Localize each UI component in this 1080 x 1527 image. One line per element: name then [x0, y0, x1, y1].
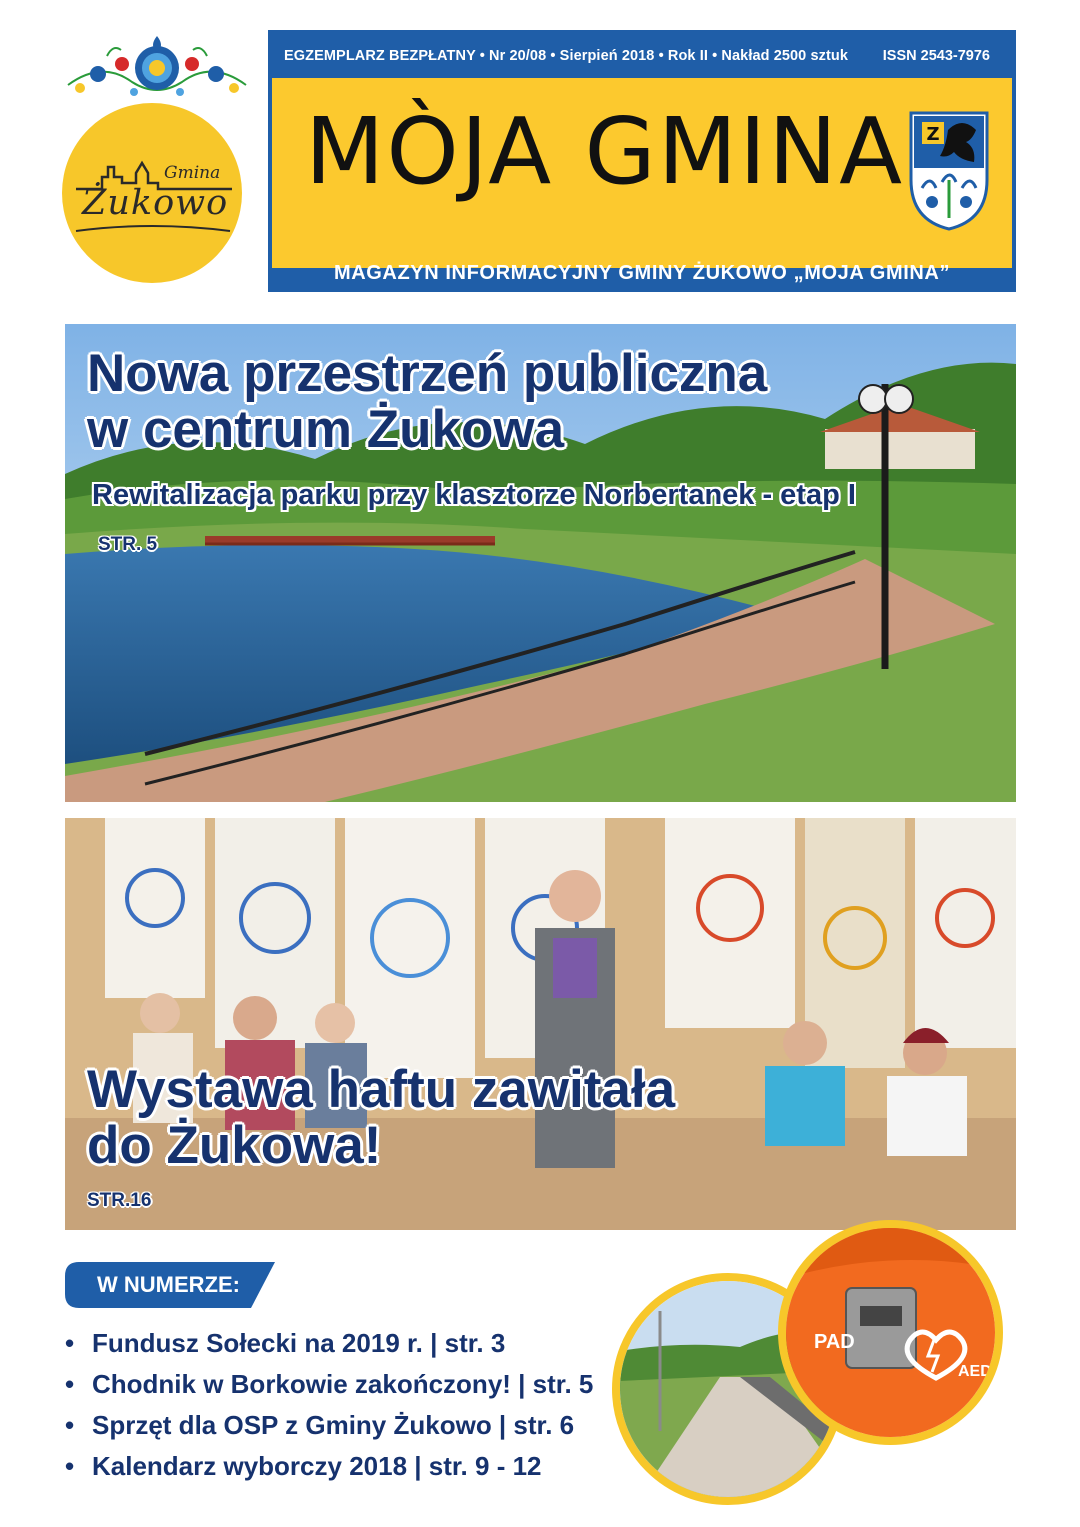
aed-photo: [778, 1220, 1003, 1445]
list-item-label: Kalendarz wyborczy 2018 | str. 9 - 12: [92, 1451, 542, 1481]
park-subhead: Rewitalizacja parku przy klasztorze Norbertanek - etap I: [92, 479, 856, 511]
park-headline: [87, 346, 847, 458]
exhibition-headline: [87, 1062, 787, 1174]
park-headline-line2: w centrum Żukowa: [87, 400, 565, 460]
aed-label: AED: [958, 1363, 992, 1380]
list-item-label: Fundusz Sołecki na 2019 r. | str. 3: [92, 1328, 506, 1358]
exhibition-headline-line1: Wystawa haftu zawitała: [87, 1060, 676, 1119]
park-photo: [65, 324, 1016, 802]
issn-number: ISSN 2543-7976: [882, 48, 990, 64]
in-this-issue-label: W NUMERZE:: [97, 1272, 240, 1297]
list-item[interactable]: • Chodnik w Borkowie zakończony! | str. 5: [65, 1369, 594, 1399]
issue-info-line: EGZEMPLARZ BEZPŁATNY • Nr 20/08 • Sierpień 2018 • Rok II • Nakład 2500 sztuk: [284, 48, 849, 64]
coat-of-arms-icon: [908, 110, 990, 232]
issue-contents-list: [65, 1323, 593, 1487]
list-item[interactable]: • Kalendarz wyborczy 2018 | str. 9 - 12: [65, 1451, 542, 1481]
magazine-title: MÒJA GMINA: [305, 98, 905, 205]
exhibition-page-ref[interactable]: STR.16: [87, 1190, 152, 1211]
aed-pad-label: PAD: [814, 1331, 855, 1353]
aed-device-image: [786, 1228, 995, 1437]
title-band: [272, 78, 1012, 268]
logo-gmina-text: Gmina: [164, 163, 221, 183]
kashubian-ornament-icon: [62, 30, 252, 108]
magazine-subtitle: MAGAZYN INFORMACYJNY GMINY ŻUKOWO „MOJA GMINA”: [333, 262, 951, 284]
masthead: [268, 30, 1016, 292]
list-item[interactable]: • Sprzęt dla OSP z Gminy Żukowo | str. 6: [65, 1410, 575, 1440]
list-item-label: Chodnik w Borkowie zakończony! | str. 5: [92, 1369, 594, 1399]
svg-text:Z: Z: [926, 124, 940, 145]
gmina-zukowo-logo: [62, 103, 242, 283]
in-this-issue-tab: [65, 1262, 275, 1308]
park-headline-line1: Nowa przestrzeń publiczna: [87, 344, 768, 403]
list-item-label: Sprzęt dla OSP z Gminy Żukowo | str. 6: [92, 1410, 575, 1440]
park-page-ref[interactable]: STR. 5: [98, 534, 158, 555]
list-item[interactable]: • Fundusz Sołecki na 2019 r. | str. 3: [65, 1328, 506, 1358]
exhibition-headline-line2: do Żukowa!: [87, 1116, 382, 1176]
logo-name-text: Żukowo: [82, 183, 229, 223]
exhibition-photo: [65, 818, 1016, 1230]
